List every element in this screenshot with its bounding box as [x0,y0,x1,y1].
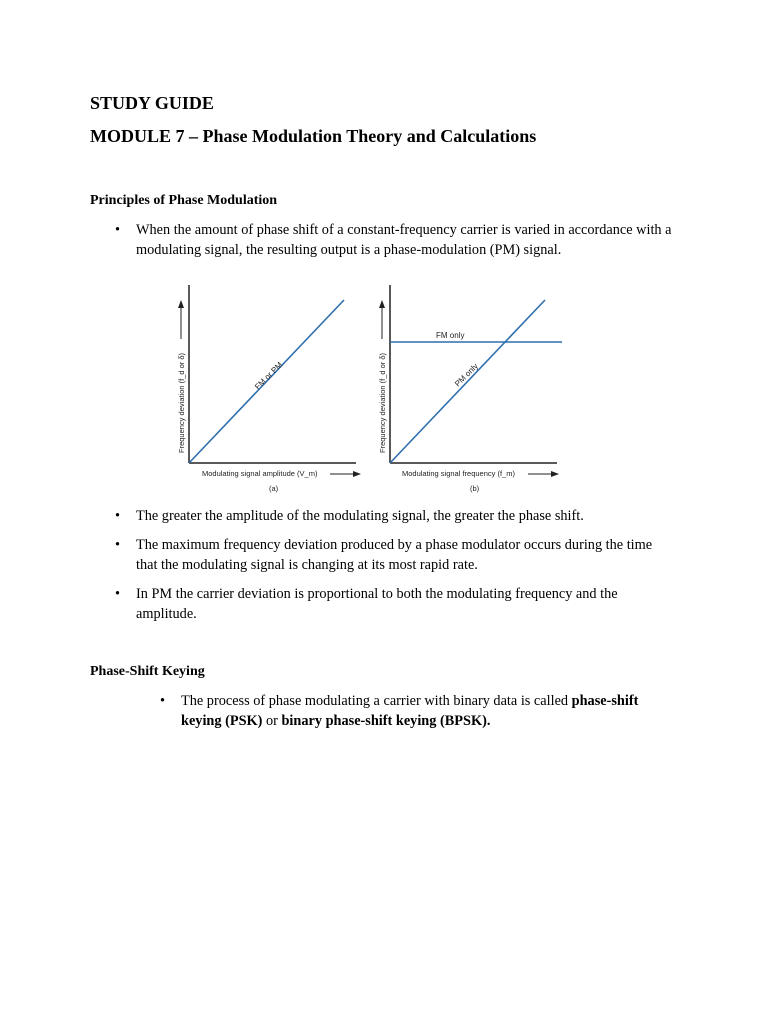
panel-a-caption: (a) [269,484,279,493]
principles-bullet-1 [115,221,675,260]
bullet-symbol: • [115,537,121,553]
principles-bullet-4 [115,585,675,624]
principles-heading: Principles of Phase Modulation [90,193,278,208]
principles-bullet-2 [115,507,675,527]
panel-a-x-label: Modulating signal amplitude (V_m) [202,469,318,478]
pm-only-label: PM only [453,361,480,389]
fm-only-label: FM only [436,331,465,340]
panel-a-y-label: Frequency deviation (f_d or δ) [177,352,186,453]
panel-b-x-label: Modulating signal frequency (f_m) [402,469,515,478]
psk-bullet-1 [160,692,680,731]
panel-b-y-label: Frequency deviation (f_d or δ) [378,352,387,453]
bullet-text: In PM the carrier deviation is proportional to both the modulating frequency and the amplitude. [136,586,618,622]
psk-text-pre: The process of phase modulating a carrier with binary data is called [181,693,572,709]
psk-heading: Phase-Shift Keying [90,664,205,679]
pm-only-line [390,300,545,463]
bullet-symbol: • [115,222,121,238]
module-title: MODULE 7 – Phase Modulation Theory and Calculations [90,126,537,146]
bullet-text: The greater the amplitude of the modulating signal, the greater the phase shift. [136,508,584,524]
panel-a [177,285,360,493]
bullet-text [181,692,680,731]
panel-b [378,285,562,493]
bpsk-term: binary phase-shift keying (BPSK). [281,712,491,729]
fm-or-pm-label: FM or PM [253,360,285,392]
panel-b-caption: (b) [470,484,480,493]
study-guide-heading: STUDY GUIDE [90,93,214,113]
principles-bullet-3 [115,536,675,575]
bullet-symbol: • [115,586,121,602]
bullet-symbol: • [160,693,166,709]
frequency-deviation-figure [172,283,568,501]
psk-term: phase-shift keying (PSK) [181,693,639,729]
bullet-symbol: • [115,508,121,524]
bullet-text: The maximum frequency deviation produced by a phase modulator occurs during the time that the modulating signal is changing at its most rapid rate. [136,537,653,573]
psk-text-mid: or [262,712,282,729]
bullet-text: When the amount of phase shift of a constant-frequency carrier is varied in accordance with a modulating signal, the resulting output is a phase-modulation (PM) signal. [136,222,672,258]
